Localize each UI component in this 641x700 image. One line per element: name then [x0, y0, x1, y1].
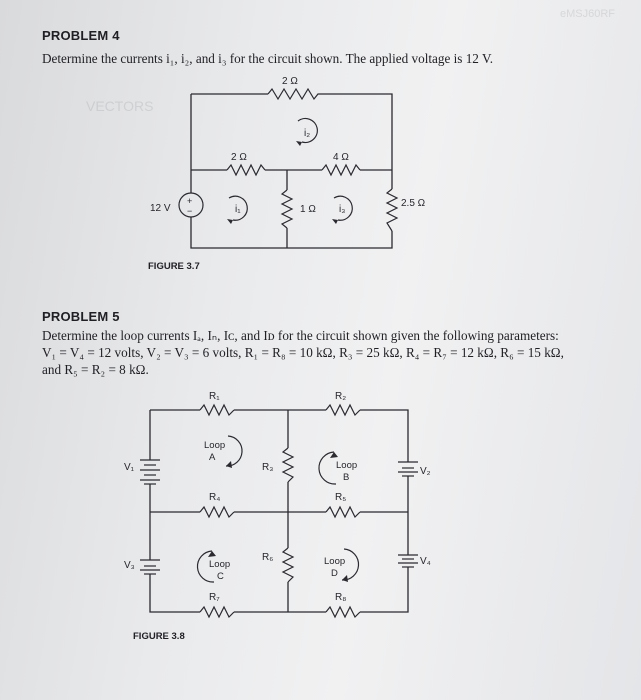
- resistor-r8: [326, 607, 360, 617]
- loop-d-letter: D: [331, 568, 338, 579]
- label-r-top: 2 Ω: [282, 76, 298, 87]
- problem5-statement-line1: Determine the loop currents Iₐ, Iₙ, Iᴄ, and Iᴅ for the circuit shown given the following parameters:: [42, 328, 559, 343]
- resistor-r5: [326, 507, 360, 517]
- problem5-title: PROBLEM 5: [42, 309, 120, 324]
- label-r-right: 2.5 Ω: [401, 198, 426, 209]
- battery-v4-icon: [398, 555, 418, 567]
- label-v4: V₄: [420, 556, 431, 567]
- label-r-mid-right: 4 Ω: [333, 152, 349, 163]
- label-r-mid-left: 2 Ω: [231, 152, 247, 163]
- label-r3: R₃: [262, 462, 274, 473]
- loop-c-word: Loop: [209, 559, 231, 570]
- label-i1: i₁: [235, 204, 241, 215]
- problem4-title: PROBLEM 4: [42, 28, 120, 43]
- resistor-r4: [200, 507, 234, 517]
- background-watermark: VECTORS: [86, 98, 154, 114]
- loop-d-word: Loop: [324, 556, 346, 567]
- battery-v3-icon: [140, 560, 160, 574]
- loop-a-letter: A: [209, 452, 216, 463]
- battery-v1-icon: [140, 460, 160, 484]
- source-minus-sign: −: [187, 206, 193, 216]
- figure-3-7-label: FIGURE 3.7: [148, 261, 200, 272]
- label-r4: R₄: [209, 492, 221, 503]
- battery-v2-icon: [398, 462, 418, 476]
- source-plus-sign: +: [187, 196, 193, 206]
- problem5-statement-line2: V₁ = V₄ = 12 volts, V₂ = V₃ = 6 volts, R₁ = R₈ = 10 kΩ, R₃ = 25 kΩ, R₄ = R₇ = 12 kΩ, R₆ = 15 kΩ,: [42, 345, 564, 360]
- label-r7: R₇: [209, 592, 220, 603]
- label-v3: V₃: [124, 560, 135, 571]
- label-i3: i₃: [339, 204, 346, 215]
- label-v1: V₁: [124, 462, 135, 473]
- figure-3-8-label: FIGURE 3.8: [133, 631, 185, 642]
- label-r8: R₈: [335, 592, 347, 603]
- resistor-r3: [283, 448, 293, 482]
- loop-c-letter: C: [217, 571, 224, 582]
- loop-a-arrow-icon: [226, 436, 242, 468]
- background-watermark: eMSJ60RF: [560, 8, 616, 20]
- label-r5: R₅: [335, 492, 347, 503]
- label-r6: R₆: [262, 552, 274, 563]
- label-r2: R₂: [335, 391, 347, 402]
- resistor-r7: [200, 607, 234, 617]
- loop-a-word: Loop: [204, 440, 226, 451]
- label-r1: R₁: [209, 391, 220, 402]
- loop-b-word: Loop: [336, 460, 358, 471]
- resistor-r6: [283, 548, 293, 582]
- label-r-center: 1 Ω: [300, 204, 316, 215]
- label-v2: V₂: [420, 466, 431, 477]
- problem5-statement-line3: and R₅ = R₂ = 8 kΩ.: [42, 362, 149, 377]
- label-source-voltage: 12 V: [150, 203, 171, 214]
- label-i2: i₂: [304, 128, 311, 139]
- loop-b-letter: B: [343, 472, 350, 483]
- resistor-r1: [200, 405, 234, 415]
- problem4-statement: Determine the currents i₁, i₂, and i₃ for the circuit shown. The applied voltage is 12 V.: [42, 51, 494, 66]
- resistor-r2: [326, 405, 360, 415]
